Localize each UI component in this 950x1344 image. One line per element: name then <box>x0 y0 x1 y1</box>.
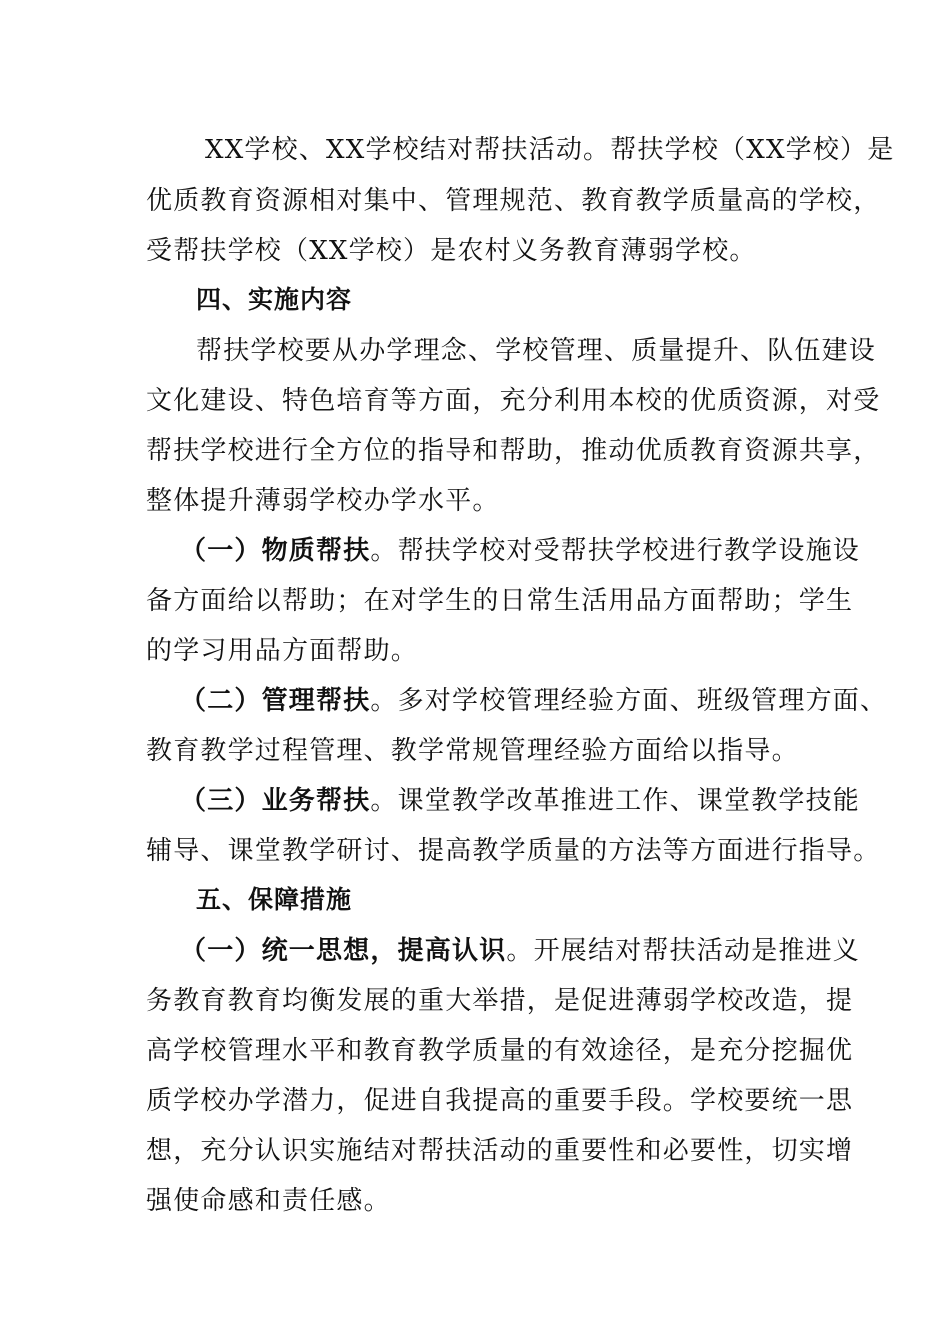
paragraph-line: 高学校管理水平和教育教学质量的有效途径，是充分挖掘优 <box>146 1036 854 1066</box>
subsection-first-line <box>180 936 861 966</box>
subsection-text: 。帮扶学校对受帮扶学校进行教学设施设 <box>370 536 861 566</box>
paragraph-line: 帮扶学校要从办学理念、学校管理、质量提升、队伍建设 <box>196 336 877 366</box>
paragraph-line: 备方面给以帮助；在对学生的日常生活用品方面帮助；学生 <box>146 586 854 616</box>
subsection-first-line <box>180 686 888 716</box>
paragraph-line: 质学校办学潜力，促进自我提高的重要手段。学校要统一思 <box>146 1086 854 1116</box>
paragraph-line: 整体提升薄弱学校办学水平。 <box>146 486 500 516</box>
section-heading-4: 四、实施内容 <box>196 285 353 314</box>
paragraph-line: XX学校、XX学校结对帮扶活动。帮扶学校（XX学校）是 <box>205 135 895 165</box>
paragraph-line: 务教育教育均衡发展的重大举措，是促进薄弱学校改造，提 <box>146 986 854 1016</box>
paragraph-line: 的学习用品方面帮助。 <box>146 636 419 666</box>
paragraph-line: 辅导、课堂教学研讨、提高教学质量的方法等方面进行指导。 <box>146 836 881 866</box>
subsection-first-line <box>180 786 861 816</box>
paragraph-line: 优质教育资源相对集中、管理规范、教育教学质量高的学校， <box>146 186 881 216</box>
subsection-text: 。多对学校管理经验方面、班级管理方面、 <box>370 686 888 716</box>
paragraph-line: 想，充分认识实施结对帮扶活动的重要性和必要性，切实增 <box>146 1136 854 1166</box>
paragraph-line: 受帮扶学校（XX学校）是农村义务教育薄弱学校。 <box>146 236 757 266</box>
subsection-title: （二）管理帮扶 <box>180 686 371 716</box>
paragraph-line: 文化建设、特色培育等方面，充分利用本校的优质资源，对受 <box>146 386 881 416</box>
paragraph-line: 帮扶学校进行全方位的指导和帮助，推动优质教育资源共享， <box>146 436 881 466</box>
subsection-text: 。课堂教学改革推进工作、课堂教学技能 <box>370 786 861 816</box>
subsection-first-line <box>180 536 861 566</box>
paragraph-line: 强使命感和责任感。 <box>146 1186 391 1216</box>
subsection-title: （三）业务帮扶 <box>180 786 371 816</box>
subsection-title: （一）物质帮扶 <box>180 536 371 566</box>
paragraph-line: 教育教学过程管理、教学常规管理经验方面给以指导。 <box>146 736 799 766</box>
subsection-title: （一）统一思想，提高认识 <box>180 936 507 966</box>
section-heading-5: 五、保障措施 <box>196 885 353 914</box>
subsection-text: 。开展结对帮扶活动是推进义 <box>506 936 861 966</box>
